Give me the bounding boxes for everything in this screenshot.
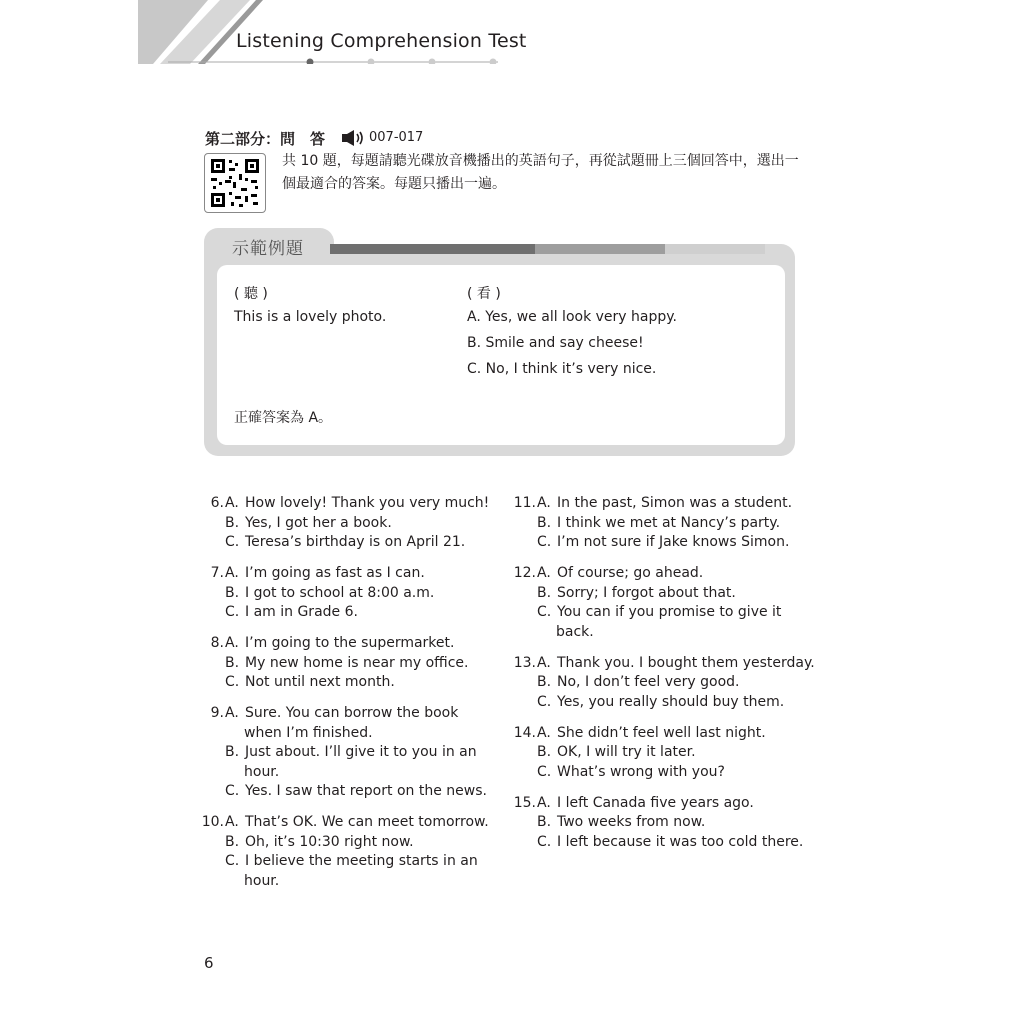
option-text: Yes. I saw that report on the news. bbox=[245, 783, 487, 799]
option-letter: C. bbox=[537, 693, 552, 710]
option-letter: A. bbox=[537, 495, 551, 511]
option-text-continued: when I’m finished. bbox=[244, 724, 373, 741]
option-letter: C. bbox=[225, 783, 240, 799]
option-text: I believe the meeting starts in an bbox=[245, 853, 478, 869]
example-prompt: This is a lovely photo. bbox=[234, 309, 387, 325]
option-letter: B. bbox=[225, 584, 240, 601]
answer-option[interactable] bbox=[537, 724, 766, 744]
option-text: That’s OK. We can meet tomorrow. bbox=[245, 814, 489, 830]
option-text: You can if you promise to give it bbox=[557, 604, 782, 620]
look-label: ( 看 ) bbox=[467, 286, 501, 302]
option-letter: A. bbox=[537, 654, 551, 671]
question-number: 10. bbox=[201, 814, 224, 830]
question-number: 14. bbox=[513, 724, 536, 741]
option-text: My new home is near my office. bbox=[245, 654, 469, 671]
option-text: OK, I will try it later. bbox=[557, 744, 696, 760]
answer-option[interactable] bbox=[537, 494, 792, 514]
page-header-title: Listening Comprehension Test bbox=[236, 30, 527, 52]
qr-code-icon[interactable] bbox=[204, 153, 266, 213]
answer-option[interactable] bbox=[537, 654, 815, 674]
option-letter: A. bbox=[537, 724, 551, 741]
answer-option[interactable] bbox=[225, 782, 487, 802]
answer-option[interactable] bbox=[225, 743, 477, 763]
option-text-continued: hour. bbox=[244, 872, 280, 889]
option-text: Sure. You can borrow the book bbox=[245, 705, 459, 721]
option-text: In the past, Simon was a student. bbox=[557, 495, 793, 511]
option-letter: A. bbox=[537, 794, 551, 811]
answer-option[interactable] bbox=[225, 533, 465, 553]
option-text: Just about. I’ll give it to you in an bbox=[245, 744, 477, 760]
example-option-b: B. Smile and say cheese! bbox=[467, 335, 644, 351]
option-letter: C. bbox=[225, 534, 240, 550]
option-text: I left because it was too cold there. bbox=[557, 833, 804, 850]
answer-option[interactable] bbox=[225, 852, 478, 872]
option-text: Two weeks from now. bbox=[557, 814, 706, 830]
question-number: 8. bbox=[210, 635, 224, 651]
option-letter: B. bbox=[537, 814, 552, 830]
question-number: 6. bbox=[210, 495, 224, 511]
option-text: I’m going as fast as I can. bbox=[245, 565, 425, 581]
answer-option[interactable] bbox=[225, 833, 414, 853]
answer-option[interactable] bbox=[537, 743, 696, 763]
option-letter: C. bbox=[537, 534, 552, 550]
answer-option[interactable] bbox=[537, 514, 780, 534]
question-number: 12. bbox=[513, 565, 536, 581]
answer-option[interactable] bbox=[225, 564, 425, 584]
example-option-a: A. Yes, we all look very happy. bbox=[467, 309, 677, 325]
option-text: I’m going to the supermarket. bbox=[245, 635, 455, 651]
answer-option[interactable] bbox=[225, 514, 392, 534]
option-text: She didn’t feel well last night. bbox=[557, 724, 766, 741]
option-letter: B. bbox=[225, 744, 240, 760]
option-letter: A. bbox=[225, 814, 239, 830]
option-text: I think we met at Nancy’s party. bbox=[557, 514, 781, 531]
option-letter: C. bbox=[537, 763, 552, 780]
option-letter: C. bbox=[537, 604, 552, 620]
example-tab-label: 示範例題 bbox=[232, 239, 304, 259]
answer-option[interactable] bbox=[225, 584, 434, 604]
option-letter: A. bbox=[225, 565, 239, 581]
option-text-continued: back. bbox=[556, 623, 594, 640]
track-number: 007-017 bbox=[369, 130, 424, 145]
answer-option[interactable] bbox=[537, 673, 739, 693]
option-letter: C. bbox=[225, 674, 240, 690]
option-letter: A. bbox=[225, 705, 239, 721]
option-letter: B. bbox=[537, 514, 552, 531]
answer-option[interactable] bbox=[537, 584, 736, 604]
question-number: 9. bbox=[210, 705, 224, 721]
section-instructions: 共 10 題，每題請聽光碟放音機播出的英語句子，再從試題冊上三個回答中，選出一個最適合的答案。每題只播出一遍。 bbox=[282, 153, 799, 192]
answer-option[interactable] bbox=[537, 693, 784, 713]
option-text: Sorry; I forgot about that. bbox=[557, 584, 736, 601]
question-number: 11. bbox=[513, 495, 536, 511]
option-letter: C. bbox=[537, 833, 552, 850]
option-letter: B. bbox=[225, 833, 240, 850]
option-text: I got to school at 8:00 a.m. bbox=[245, 584, 435, 601]
option-letter: B. bbox=[537, 744, 552, 760]
answer-option[interactable] bbox=[537, 813, 705, 833]
listen-label: ( 聽 ) bbox=[234, 286, 268, 302]
answer-option[interactable] bbox=[225, 634, 454, 654]
answer-option[interactable] bbox=[225, 673, 395, 693]
answer-option[interactable] bbox=[225, 494, 489, 514]
answer-option[interactable] bbox=[537, 833, 803, 853]
option-text: Teresa’s birthday is on April 21. bbox=[245, 534, 466, 550]
answer-option[interactable] bbox=[537, 564, 703, 584]
answer-option[interactable] bbox=[225, 603, 358, 623]
option-text: I am in Grade 6. bbox=[245, 604, 358, 620]
option-letter: A. bbox=[225, 495, 239, 511]
option-text: I left Canada five years ago. bbox=[557, 794, 754, 811]
answer-option[interactable] bbox=[225, 813, 489, 833]
answer-option[interactable] bbox=[225, 704, 458, 724]
speaker-icon[interactable] bbox=[342, 130, 366, 146]
option-letter: B. bbox=[225, 514, 240, 531]
answer-option[interactable] bbox=[225, 654, 468, 674]
example-tab-bar bbox=[330, 244, 770, 254]
option-text: Yes, I got her a book. bbox=[245, 514, 392, 531]
question-number: 13. bbox=[513, 654, 536, 671]
option-text: What’s wrong with you? bbox=[557, 763, 725, 780]
option-text: I’m not sure if Jake knows Simon. bbox=[557, 534, 790, 550]
answer-option[interactable] bbox=[537, 763, 725, 783]
option-letter: C. bbox=[225, 853, 240, 869]
example-option-c: C. No, I think it’s very nice. bbox=[467, 361, 657, 377]
answer-option[interactable] bbox=[537, 533, 789, 553]
option-text-continued: hour. bbox=[244, 763, 280, 780]
option-text: Of course; go ahead. bbox=[557, 565, 704, 581]
option-letter: A. bbox=[537, 565, 551, 581]
option-text: No, I don’t feel very good. bbox=[557, 674, 740, 690]
option-letter: A. bbox=[225, 635, 239, 651]
option-text: Not until next month. bbox=[245, 674, 395, 690]
section-title: 第二部分：問 答 bbox=[205, 130, 326, 148]
option-letter: C. bbox=[225, 604, 240, 620]
option-letter: B. bbox=[537, 674, 552, 690]
answer-option[interactable] bbox=[537, 603, 781, 623]
option-letter: B. bbox=[225, 654, 240, 671]
example-answer: 正確答案為 A。 bbox=[234, 410, 333, 426]
option-text: Thank you. I bought them yesterday. bbox=[557, 654, 815, 671]
answer-option[interactable] bbox=[537, 794, 754, 814]
option-text: Oh, it’s 10:30 right now. bbox=[245, 833, 414, 850]
option-text: How lovely! Thank you very much! bbox=[245, 495, 490, 511]
question-number: 15. bbox=[513, 794, 536, 811]
option-text: Yes, you really should buy them. bbox=[557, 693, 785, 710]
question-number: 7. bbox=[210, 565, 224, 581]
page-number: 6 bbox=[204, 954, 214, 972]
option-letter: B. bbox=[537, 584, 552, 601]
